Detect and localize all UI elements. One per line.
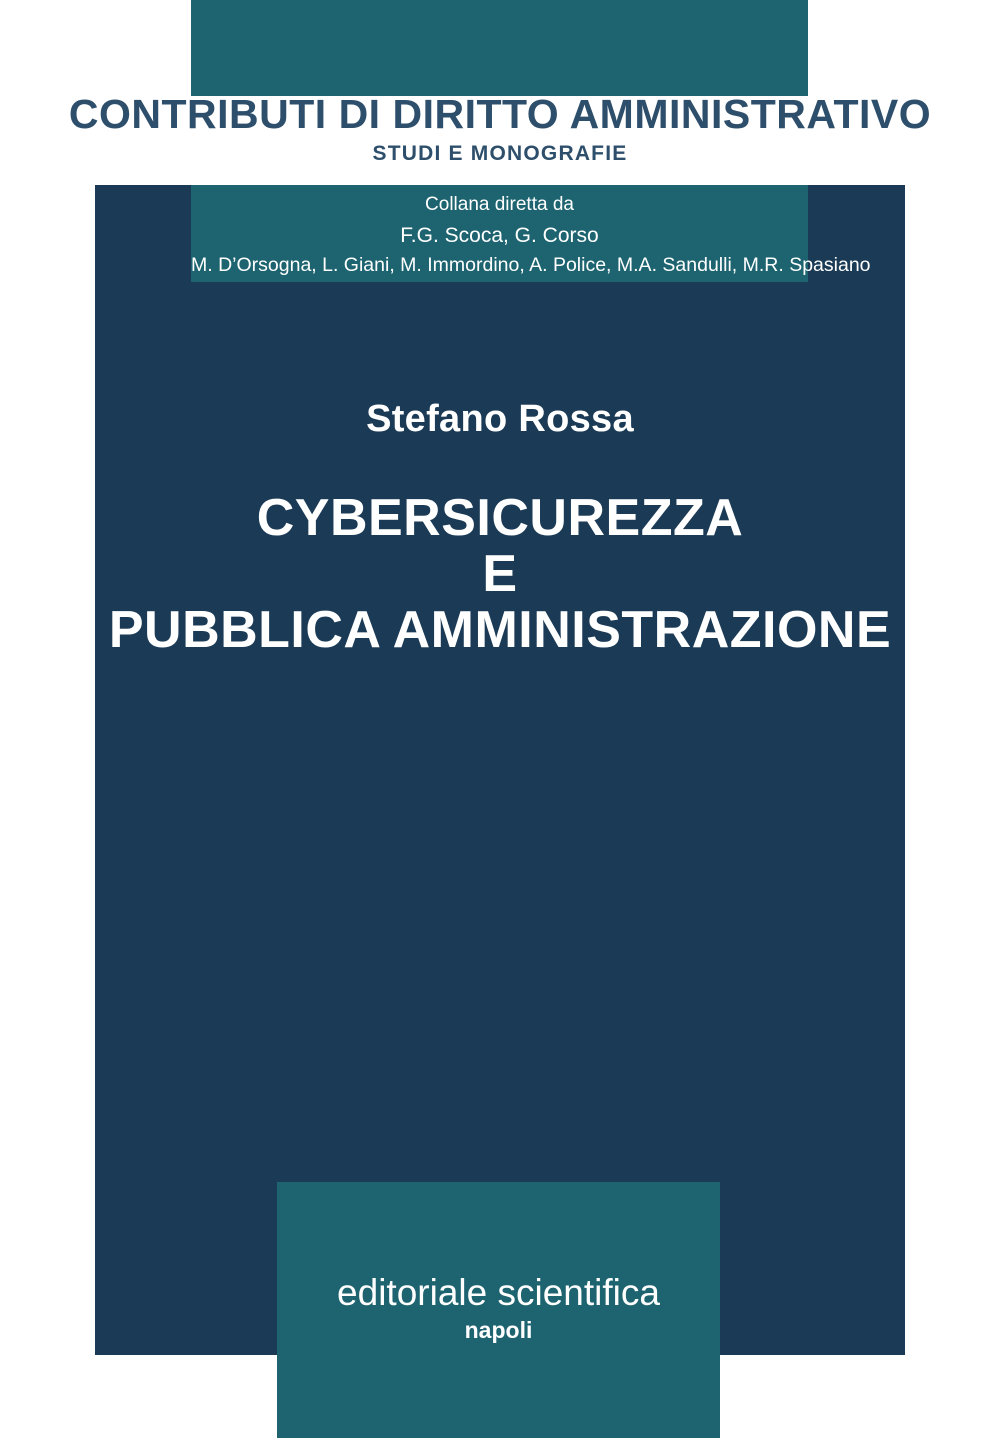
series-directors-secondary: M. D’Orsogna, L. Giani, M. Immordino, A. Police, M.A. Sandulli, M.R. Spasiano — [191, 254, 871, 276]
series-directors-block — [191, 191, 871, 280]
book-title-line-3: PUBBLICA AMMINISTRAZIONE — [108, 601, 892, 660]
series-directors-primary: F.G. Scoca, G. Corso — [400, 223, 599, 247]
series-banner-background — [191, 0, 808, 96]
publisher-city: napoli — [464, 1317, 533, 1343]
book-title — [95, 490, 905, 658]
book-title-line-2: E — [482, 545, 518, 604]
cover-main-panel — [95, 185, 905, 1355]
series-block — [0, 93, 1000, 166]
series-subtitle: STUDI E MONOGRAFIE — [372, 142, 628, 166]
author-name: Stefano Rossa — [366, 398, 634, 440]
book-title-line-1: CYBERSICUREZZA — [256, 489, 744, 547]
series-directors-label: Collana diretta da — [425, 194, 574, 215]
publisher-name: editoriale scientifica — [337, 1272, 660, 1313]
series-title: CONTRIBUTI DI DIRITTO AMMINISTRATIVO — [68, 91, 932, 137]
